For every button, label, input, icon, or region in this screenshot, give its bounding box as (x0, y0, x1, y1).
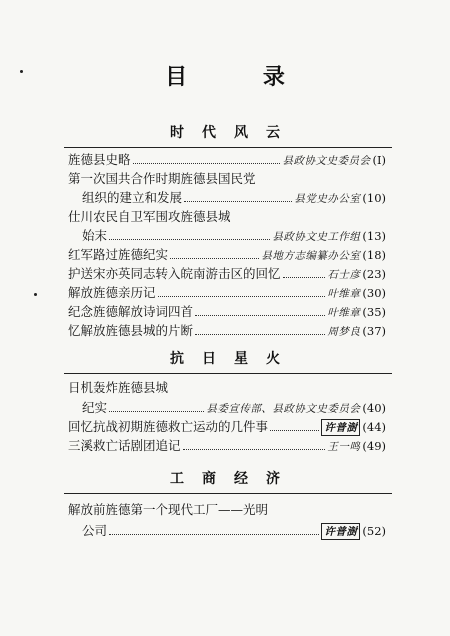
leader-dots (183, 440, 326, 450)
entry-title: 纪念旌德解放诗词四首 (68, 304, 194, 319)
entry-page: (52) (362, 524, 386, 538)
entry-author: 王一鸣 (327, 441, 361, 453)
leader-dots (195, 325, 325, 335)
entry-page: (13) (362, 229, 386, 243)
entry-title: 红军路过旌德纪实 (68, 247, 169, 262)
entry-title: 三溪救亡话剧团追记 (68, 438, 181, 453)
toc-entry (82, 521, 386, 540)
entry-author: 县委宣传部、县政协文史委员会 (206, 403, 361, 415)
toc-entry (82, 226, 386, 245)
toc-entry (68, 436, 386, 455)
entry-author: 叶维章 (327, 288, 361, 300)
toc-entry (82, 188, 386, 207)
leader-dots (109, 525, 319, 535)
entry-page: (35) (362, 305, 386, 319)
entry-title: 公司 (82, 523, 108, 538)
entry-page: (30) (362, 286, 386, 300)
leader-dots (170, 249, 259, 259)
leader-dots (158, 287, 326, 297)
page-title: 目 录 (165, 64, 319, 90)
entry-title: 纪实 (82, 400, 108, 415)
entry-title-line: 第一次国共合作时期旌德县国民党 (68, 171, 256, 186)
entry-page: (40) (362, 401, 386, 415)
leader-dots (270, 421, 319, 431)
toc-entry (68, 264, 386, 283)
section-divider (64, 493, 392, 494)
entry-title: 回忆抗战初期旌德救亡运动的几件事 (68, 419, 269, 434)
leader-dots (184, 192, 292, 202)
leader-dots (195, 306, 325, 316)
entry-author: 县地方志编纂办公室 (261, 250, 361, 262)
entry-author: 县政协文史工作组 (272, 231, 361, 243)
entry-page: (44) (362, 420, 386, 434)
entry-author: 县党史办公室 (294, 193, 361, 205)
entry-title: 组织的建立和发展 (82, 190, 183, 205)
section-heading: 时代风云 (170, 125, 298, 141)
section-heading: 工商经济 (170, 471, 298, 487)
entry-title-line: 解放前旌德第一个现代工厂——光明 (68, 502, 269, 517)
entry-page: (10) (362, 191, 386, 205)
entry-title: 始末 (82, 228, 108, 243)
toc-entry (68, 321, 386, 340)
leader-dots (283, 268, 326, 278)
entry-page: (18) (362, 248, 386, 262)
entry-author: 周梦良 (327, 326, 361, 338)
entry-title: 旌德县史略 (68, 152, 131, 167)
section-divider (64, 147, 392, 148)
entry-title-line: 日机轰炸旌德县城 (68, 380, 169, 395)
entry-author: 叶维章 (327, 307, 361, 319)
entry-author: 县政协文史委员会 (282, 155, 371, 167)
toc-entry (68, 283, 386, 302)
toc-entry (68, 150, 386, 169)
entry-page: (23) (362, 267, 386, 281)
entry-author-stamp: 许普澍 (321, 523, 360, 540)
leader-dots (109, 230, 270, 240)
entry-page: (Ⅰ) (372, 153, 386, 167)
entry-page: (49) (362, 439, 386, 453)
toc-entry (68, 302, 386, 321)
entry-page: (37) (362, 324, 386, 338)
leader-dots (133, 154, 281, 164)
entry-author-stamp: 许普澍 (321, 419, 360, 436)
section-divider (64, 373, 392, 374)
section-heading: 抗日星火 (170, 351, 298, 367)
scan-speck (34, 293, 37, 296)
entry-title: 解放旌德亲历记 (68, 285, 156, 300)
entry-title: 护送宋亦英同志转入皖南游击区的回忆 (68, 266, 281, 281)
toc-entry (82, 398, 386, 417)
toc-entry (68, 417, 386, 436)
toc-entry (68, 245, 386, 264)
entry-author: 石士彦 (327, 269, 361, 281)
entry-title-line: 仕川农民自卫军围攻旌德县城 (68, 209, 231, 224)
leader-dots (109, 402, 204, 412)
entry-title: 忆解放旌德县城的片断 (68, 323, 194, 338)
